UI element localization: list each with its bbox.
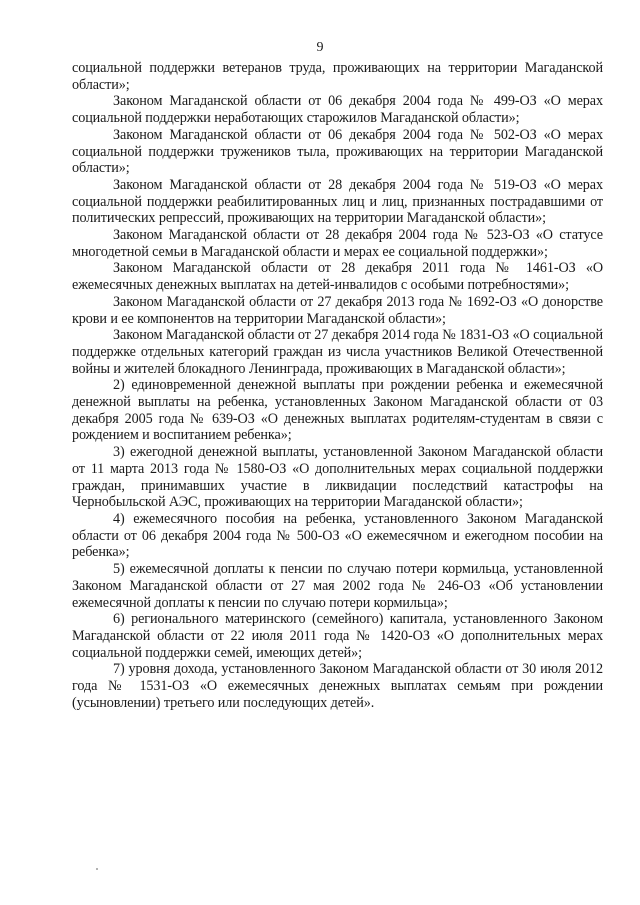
paragraph-continuation: социальной поддержки ветеранов труда, проживающих на территории Магаданской области»; xyxy=(72,60,603,93)
paragraph-law-502: Законом Магаданской области от 06 декабря 2004 года № 502-ОЗ «О мерах социальной поддержки тружеников тыла, проживающих на территории Магаданской области»; xyxy=(72,126,603,177)
paragraph-law-1461: Законом Магаданской области от 28 декабря 2011 года № 1461-ОЗ «О ежемесячных денежных выплатах на детей-инвалидов с особыми потребностями»; xyxy=(72,260,603,294)
paragraph-law-519: Законом Магаданской области от 28 декабря 2004 года № 519-ОЗ «О мерах социальной поддержки реабилитированных лиц и лиц, признанных пострадавшими от политических репрессий, проживающих на территории Магаданской области»; xyxy=(72,176,603,227)
list-item-3: 3) ежегодной денежной выплаты, установленной Законом Магаданской области от 11 марта 2013 года № 1580-ОЗ «О дополнительных мерах социальной поддержки граждан, принимавших участие в ликвидации последствий катастрофы на Чернобыльской АЭС, проживающих на территории Магаданской области»; xyxy=(72,444,603,511)
list-item-6: 6) регионального материнского (семейного) капитала, установленного Законом Магаданской области от 22 июля 2011 года № 1420-ОЗ «О дополнительных мерах социальной поддержки семей, имеющих детей»; xyxy=(72,611,603,661)
list-item-7: 7) уровня дохода, установленного Законом Магаданской области от 30 июля 2012 года № 1531-ОЗ «О ежемесячных денежных выплатах семьям при рождении (усыновлении) третьего или последующих детей». xyxy=(72,661,603,711)
paragraph-law-499: Законом Магаданской области от 06 декабря 2004 года № 499-ОЗ «О мерах социальной поддержки неработающих старожилов Магаданской области»; xyxy=(72,93,603,127)
paragraph-law-1831: Законом Магаданской области от 27 декабря 2014 года № 1831-ОЗ «О социальной поддержке отдельных категорий граждан из числа участников Великой Отечественной войны и жителей блокадного Ленинграда, проживающих в Магаданской области»; xyxy=(72,327,603,377)
scan-artifact xyxy=(96,868,98,870)
paragraph-law-523: Законом Магаданской области от 28 декабря 2004 года № 523-ОЗ «О статусе многодетной семьи в Магаданской области и мерах ее социальной поддержки»; xyxy=(72,227,603,260)
list-item-2: 2) единовременной денежной выплаты при рождении ребенка и ежемесячной денежной выплаты на ребенка, установленных Законом Магаданской области от 03 декабря 2005 года № 639-ОЗ «О денежных выплатах родителям-студентам в связи с рождением и воспитанием ребенка»; xyxy=(72,377,603,444)
paragraph-law-1692: Законом Магаданской области от 27 декабря 2013 года № 1692-ОЗ «О донорстве крови и ее компонентов на территории Магаданской области»; xyxy=(72,293,603,327)
list-item-4: 4) ежемесячного пособия на ребенка, установленного Законом Магаданской области от 06 декабря 2004 года № 500-ОЗ «О ежемесячном и ежегодном пособии на ребенка»; xyxy=(72,510,603,561)
list-item-5: 5) ежемесячной доплаты к пенсии по случаю потери кормильца, установленной Законом Магаданской области от 27 мая 2002 года № 246-ОЗ «Об установлении ежемесячной доплаты к пенсии по случаю потери кормильца»; xyxy=(72,561,603,611)
page-number: 9 xyxy=(316,40,324,55)
document-body xyxy=(72,60,603,711)
